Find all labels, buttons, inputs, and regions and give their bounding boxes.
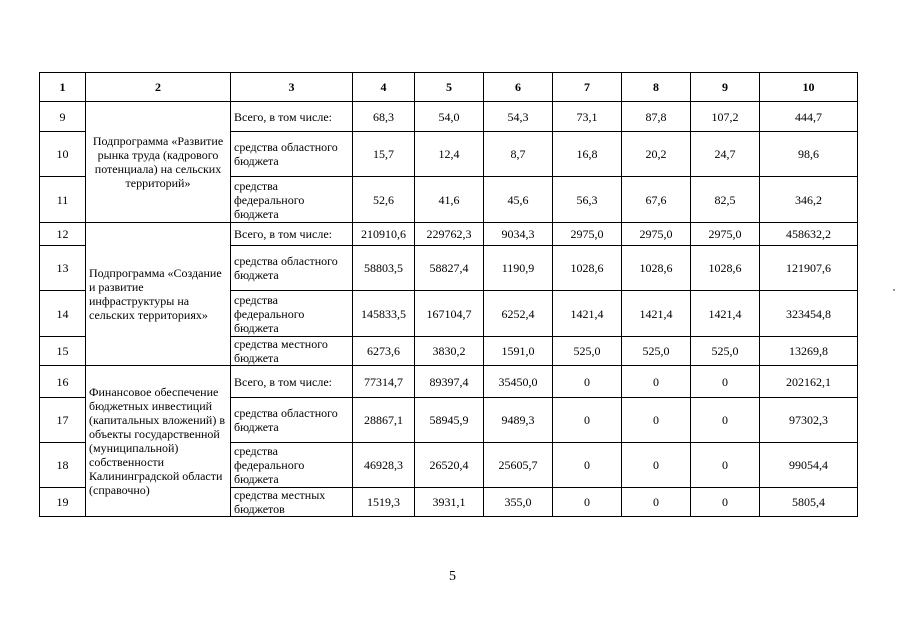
column-header: 7 xyxy=(553,73,622,102)
value-cell: 0 xyxy=(691,443,760,488)
program-name: Подпрограмма «Развитие рынка труда (кадрового потенциала) на сельских территорий» xyxy=(86,102,231,223)
value-cell: 145833,5 xyxy=(353,291,415,337)
value-cell: 54,3 xyxy=(484,102,553,132)
funding-source: Всего, в том числе: xyxy=(231,223,353,246)
table-row xyxy=(40,223,858,246)
value-cell: 97302,3 xyxy=(760,398,858,443)
value-cell: 0 xyxy=(553,443,622,488)
value-cell: 323454,8 xyxy=(760,291,858,337)
value-cell: 58945,9 xyxy=(415,398,484,443)
value-cell: 1028,6 xyxy=(691,246,760,291)
column-header: 10 xyxy=(760,73,858,102)
value-cell: 52,6 xyxy=(353,177,415,223)
value-cell: 20,2 xyxy=(622,132,691,177)
column-header: 3 xyxy=(231,73,353,102)
funding-source: средства областного бюджета xyxy=(231,246,353,291)
program-name: Финансовое обеспечение бюджетных инвестиций (капитальных вложений) в объекты государственной (муниципальной) собственности Калининградской области (справочно) xyxy=(86,366,231,517)
funding-source: средства федерального бюджета xyxy=(231,177,353,223)
value-cell: 8,7 xyxy=(484,132,553,177)
value-cell: 2975,0 xyxy=(691,223,760,246)
value-cell: 5805,4 xyxy=(760,488,858,517)
column-header: 5 xyxy=(415,73,484,102)
value-cell: 12,4 xyxy=(415,132,484,177)
value-cell: 0 xyxy=(553,398,622,443)
value-cell: 56,3 xyxy=(553,177,622,223)
value-cell: 229762,3 xyxy=(415,223,484,246)
funding-source: средства местного бюджета xyxy=(231,337,353,366)
value-cell: 46928,3 xyxy=(353,443,415,488)
value-cell: 15,7 xyxy=(353,132,415,177)
funding-source: средства местных бюджетов xyxy=(231,488,353,517)
value-cell: 0 xyxy=(553,366,622,398)
value-cell: 24,7 xyxy=(691,132,760,177)
program-name: Подпрограмма «Создание и развитие инфраструктуры на сельских территориях» xyxy=(86,223,231,366)
value-cell: 458632,2 xyxy=(760,223,858,246)
value-cell: 346,2 xyxy=(760,177,858,223)
value-cell: 1028,6 xyxy=(622,246,691,291)
value-cell: 202162,1 xyxy=(760,366,858,398)
value-cell: 525,0 xyxy=(691,337,760,366)
value-cell: 98,6 xyxy=(760,132,858,177)
value-cell: 58803,5 xyxy=(353,246,415,291)
value-cell: 107,2 xyxy=(691,102,760,132)
value-cell: 1421,4 xyxy=(553,291,622,337)
value-cell: 9034,3 xyxy=(484,223,553,246)
value-cell: 1591,0 xyxy=(484,337,553,366)
value-cell: 25605,7 xyxy=(484,443,553,488)
value-cell: 13269,8 xyxy=(760,337,858,366)
row-number: 11 xyxy=(40,177,86,223)
funding-source: Всего, в том числе: xyxy=(231,366,353,398)
value-cell: 82,5 xyxy=(691,177,760,223)
row-number: 14 xyxy=(40,291,86,337)
value-cell: 1190,9 xyxy=(484,246,553,291)
value-cell: 121907,6 xyxy=(760,246,858,291)
budget-table xyxy=(39,72,858,517)
margin-mark xyxy=(893,289,895,291)
value-cell: 87,8 xyxy=(622,102,691,132)
row-number: 12 xyxy=(40,223,86,246)
value-cell: 3931,1 xyxy=(415,488,484,517)
row-number: 18 xyxy=(40,443,86,488)
value-cell: 6252,4 xyxy=(484,291,553,337)
value-cell: 0 xyxy=(691,488,760,517)
column-header: 1 xyxy=(40,73,86,102)
row-number: 10 xyxy=(40,132,86,177)
value-cell: 54,0 xyxy=(415,102,484,132)
value-cell: 0 xyxy=(622,398,691,443)
value-cell: 9489,3 xyxy=(484,398,553,443)
value-cell: 89397,4 xyxy=(415,366,484,398)
value-cell: 3830,2 xyxy=(415,337,484,366)
value-cell: 0 xyxy=(553,488,622,517)
column-header: 8 xyxy=(622,73,691,102)
value-cell: 73,1 xyxy=(553,102,622,132)
value-cell: 1421,4 xyxy=(622,291,691,337)
funding-source: средства областного бюджета xyxy=(231,132,353,177)
value-cell: 0 xyxy=(691,398,760,443)
value-cell: 67,6 xyxy=(622,177,691,223)
value-cell: 77314,7 xyxy=(353,366,415,398)
value-cell: 210910,6 xyxy=(353,223,415,246)
header-row xyxy=(40,73,858,102)
column-header: 4 xyxy=(353,73,415,102)
value-cell: 0 xyxy=(622,443,691,488)
funding-source: средства областного бюджета xyxy=(231,398,353,443)
value-cell: 0 xyxy=(622,488,691,517)
column-header: 6 xyxy=(484,73,553,102)
value-cell: 1421,4 xyxy=(691,291,760,337)
value-cell: 45,6 xyxy=(484,177,553,223)
funding-source: средства федерального бюджета xyxy=(231,443,353,488)
table-row xyxy=(40,102,858,132)
value-cell: 99054,4 xyxy=(760,443,858,488)
row-number: 17 xyxy=(40,398,86,443)
value-cell: 41,6 xyxy=(415,177,484,223)
row-number: 13 xyxy=(40,246,86,291)
value-cell: 1028,6 xyxy=(553,246,622,291)
value-cell: 16,8 xyxy=(553,132,622,177)
value-cell: 525,0 xyxy=(622,337,691,366)
row-number: 9 xyxy=(40,102,86,132)
value-cell: 26520,4 xyxy=(415,443,484,488)
value-cell: 1519,3 xyxy=(353,488,415,517)
value-cell: 58827,4 xyxy=(415,246,484,291)
value-cell: 0 xyxy=(691,366,760,398)
table-row xyxy=(40,366,858,398)
page-number: 5 xyxy=(449,569,456,584)
value-cell: 2975,0 xyxy=(553,223,622,246)
row-number: 19 xyxy=(40,488,86,517)
row-number: 16 xyxy=(40,366,86,398)
value-cell: 444,7 xyxy=(760,102,858,132)
row-number: 15 xyxy=(40,337,86,366)
value-cell: 28867,1 xyxy=(353,398,415,443)
value-cell: 167104,7 xyxy=(415,291,484,337)
value-cell: 35450,0 xyxy=(484,366,553,398)
value-cell: 68,3 xyxy=(353,102,415,132)
funding-source: Всего, в том числе: xyxy=(231,102,353,132)
value-cell: 0 xyxy=(622,366,691,398)
column-header: 9 xyxy=(691,73,760,102)
funding-source: средства федерального бюджета xyxy=(231,291,353,337)
value-cell: 355,0 xyxy=(484,488,553,517)
value-cell: 525,0 xyxy=(553,337,622,366)
column-header: 2 xyxy=(86,73,231,102)
value-cell: 2975,0 xyxy=(622,223,691,246)
value-cell: 6273,6 xyxy=(353,337,415,366)
